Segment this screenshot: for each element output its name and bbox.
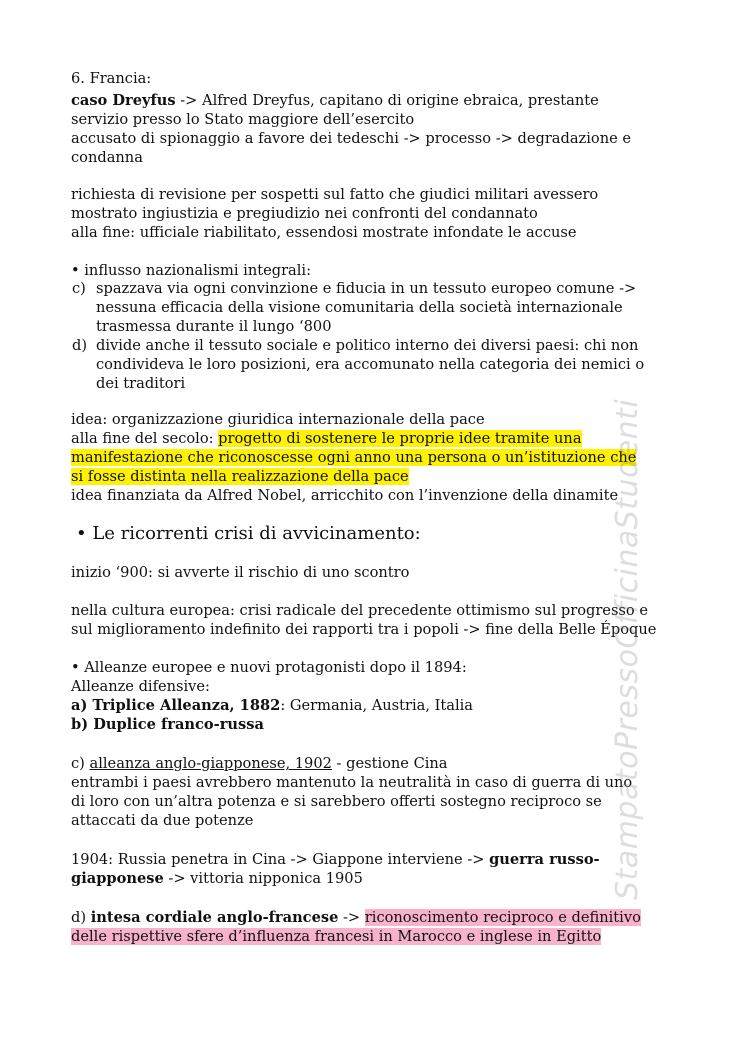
list-marker: c) — [72, 280, 86, 297]
highlight-yellow: manifestazione che riconoscesse ogni anno una persona o un’istituzione che — [71, 449, 637, 466]
text-line: di loro con un’altra potenza e si sarebbero offerti sostegno reciproco se — [71, 793, 602, 810]
text-line: sul miglioramento indefinito dei rapporti tra i popoli -> fine della Belle Époque — [71, 621, 657, 638]
bold-term: caso Dreyfus — [71, 92, 176, 109]
text-line — [71, 91, 599, 110]
bold-term: intesa cordiale anglo-francese — [90, 909, 339, 926]
text-line: Alleanze difensive: — [71, 678, 210, 695]
text-line: alla fine: ufficiale riabilitato, essendosi mostrate infondate le accuse — [71, 224, 577, 241]
text-line — [71, 429, 582, 448]
list-item-line: trasmessa durante il lungo ‘800 — [96, 318, 332, 335]
section-title: 6. Francia: — [71, 70, 152, 87]
text-line — [71, 908, 641, 927]
text-line — [71, 467, 409, 486]
text-line — [71, 448, 636, 467]
text-span: 1904: Russia penetra in Cina -> Giappone interviene -> — [71, 851, 490, 868]
text-line: idea finanziata da Alfred Nobel, arricchito con l’invenzione della dinamite — [71, 487, 619, 504]
list-item-line: condivideva le loro posizioni, era accomunato nella categoria dei nemici o — [96, 356, 645, 373]
text-line — [71, 754, 448, 773]
list-item-line: dei traditori — [96, 375, 186, 392]
list-marker: d) — [72, 337, 88, 354]
underlined-term: alleanza anglo-giapponese, 1902 — [89, 755, 332, 772]
text-span: d) — [71, 909, 91, 926]
text-line: servizio presso lo Stato maggiore dell’esercito — [71, 111, 415, 128]
text-line: idea: organizzazione giuridica internazionale della pace — [71, 411, 485, 428]
text-line — [71, 715, 264, 734]
highlight-yellow: progetto di sostenere le proprie idee tramite una — [218, 430, 582, 447]
bold-term: giapponese — [71, 870, 164, 887]
text-line: accusato di spionaggio a favore dei tedeschi -> processo -> degradazione e — [71, 130, 631, 147]
bold-term: a) Triplice Alleanza, 1882 — [71, 697, 281, 714]
text-line: nella cultura europea: crisi radicale del precedente ottimismo sul progresso e — [71, 602, 648, 619]
bold-term: guerra russo- — [489, 851, 600, 868]
list-item-line: divide anche il tessuto sociale e politico interno dei diversi paesi: chi non — [96, 337, 639, 354]
text-line: mostrato ingiustizia e pregiudizio nei confronti del condannato — [71, 205, 538, 222]
text-span: : Germania, Austria, Italia — [280, 697, 474, 714]
text-span: -> vittoria nipponica 1905 — [163, 870, 363, 887]
text-span: -> — [338, 909, 365, 926]
text-line: entrambi i paesi avrebbero mantenuto la neutralità in caso di guerra di uno — [71, 774, 633, 791]
text-span: - gestione Cina — [331, 755, 448, 772]
bullet-line: • Alleanze europee e nuovi protagonisti dopo il 1894: — [71, 659, 467, 676]
list-item-line: nessuna efficacia della visione comunitaria della società internazionale — [96, 299, 623, 316]
bullet-line: • influsso nazionalismi integrali: — [71, 262, 311, 279]
highlight-pink: delle rispettive sfere d’influenza francesi in Marocco e inglese in Egitto — [71, 928, 602, 945]
text-line — [71, 869, 363, 888]
text-line — [71, 850, 600, 869]
text-line — [71, 927, 601, 946]
text-line: condanna — [71, 149, 143, 166]
text-line: richiesta di revisione per sospetti sul fatto che giudici militari avessero — [71, 186, 599, 203]
list-item-line: spazzava via ogni convinzione e fiducia in un tessuto europeo comune -> — [96, 280, 637, 297]
watermark: StampatoPressoOfficinaStudenti — [610, 398, 645, 900]
text-line: attaccati da due potenze — [71, 812, 254, 829]
text-line — [71, 696, 473, 715]
bold-term: b) Duplice franco-russa — [71, 716, 264, 733]
section-heading: • Le ricorrenti crisi di avvicinamento: — [76, 523, 421, 544]
text-span: -> Alfred Dreyfus, capitano di origine ebraica, prestante — [175, 92, 599, 109]
highlight-yellow: si fosse distinta nella realizzazione della pace — [71, 468, 409, 485]
text-span: alla fine del secolo: — [71, 430, 219, 447]
highlight-pink: riconoscimento reciproco e definitivo — [364, 909, 641, 926]
text-line: inizio ‘900: si avverte il rischio di uno scontro — [71, 564, 410, 581]
text-span: c) — [71, 755, 90, 772]
